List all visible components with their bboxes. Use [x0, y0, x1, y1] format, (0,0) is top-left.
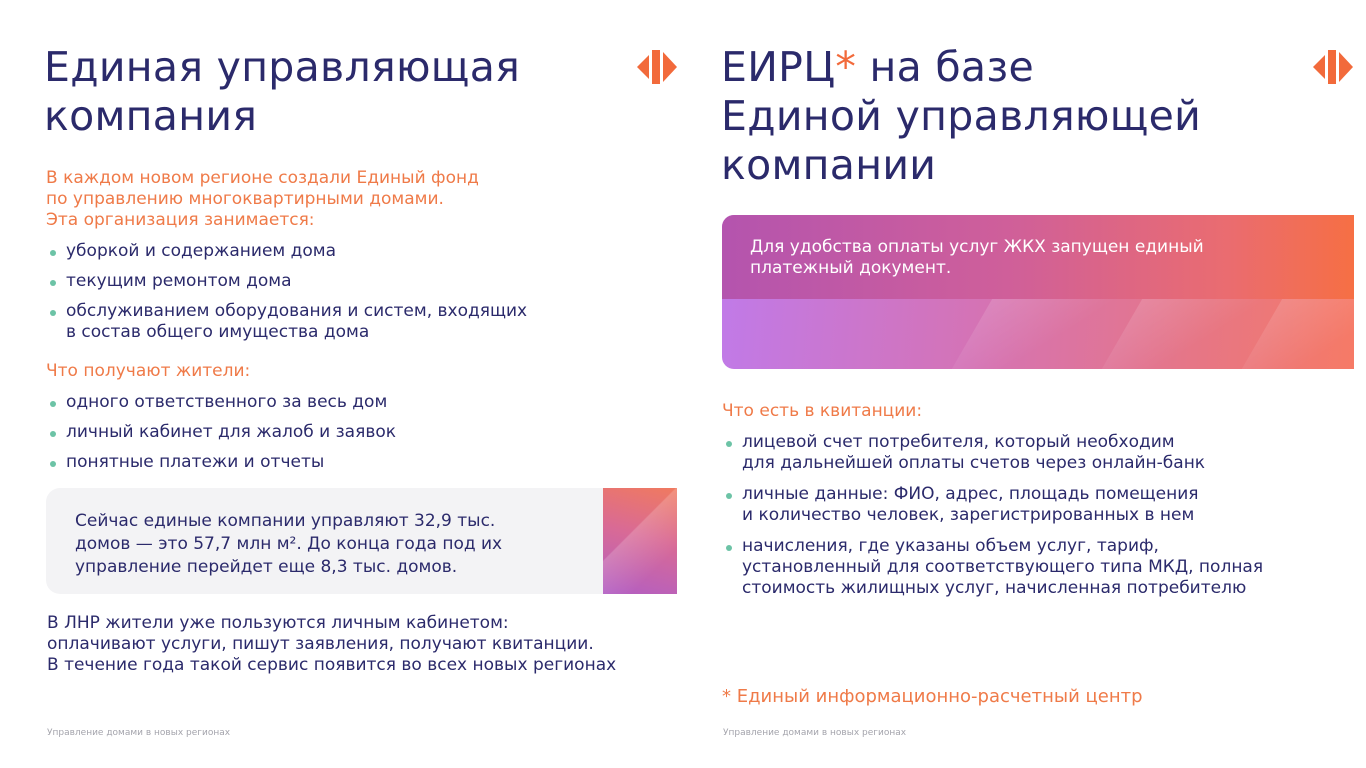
receipt-list	[723, 432, 1263, 599]
intro-line: Эта организация занимается:	[46, 210, 315, 230]
list-item	[723, 536, 1263, 599]
list-item-text: уборкой и содержанием дома	[66, 241, 337, 261]
stats-line: домов — это 57,7 млн м². До конца года под их	[75, 534, 503, 554]
footer-left: Управление домами в новых регионах	[47, 728, 231, 738]
page-title-right	[721, 43, 1201, 190]
stats-line: управление перейдет еще 8,3 тыс. домов.	[75, 557, 458, 577]
title-line: ЕИРЦ	[721, 43, 836, 91]
list-item-text: личные данные: ФИО, адрес, площадь помещения	[742, 484, 1199, 504]
footnote: * Единый информационно-расчетный центр	[722, 686, 1143, 707]
list-item	[723, 484, 1263, 526]
brand-logo-icon	[637, 47, 677, 87]
list-item-text: понятные платежи и отчеты	[66, 452, 325, 472]
list-item-text: в состав общего имущества дома	[66, 322, 370, 342]
intro-line: по управлению многоквартирными домами.	[46, 189, 444, 209]
intro-text	[46, 168, 479, 231]
list-item-text: личный кабинет для жалоб и заявок	[66, 422, 397, 442]
banner-line: Для удобства оплаты услуг ЖКХ запущен единый	[750, 237, 1204, 257]
lnr-line: оплачивают услуги, пишут заявления, получают квитанции.	[47, 634, 594, 654]
benefits-list	[47, 392, 396, 473]
list-item	[723, 432, 1263, 474]
list-item-text: лицевой счет потребителя, который необходим	[742, 432, 1175, 452]
list-item-text: стоимость жилищных услуг, начисленная потребителю	[742, 578, 1247, 598]
title-line: на базе	[856, 43, 1034, 91]
residents-heading: Что получают жители:	[46, 361, 251, 381]
banner-line: платежный документ.	[750, 258, 952, 278]
list-item	[47, 392, 396, 413]
title-line: Единой управляющей	[721, 92, 1202, 140]
list-item-text: одного ответственного за весь дом	[66, 392, 388, 412]
list-item	[47, 301, 527, 343]
list-item	[47, 271, 527, 292]
stats-line: Сейчас единые компании управляют 32,9 тыс.	[75, 511, 496, 531]
decorative-gradient-strip	[603, 488, 677, 594]
list-item-text: для дальнейшей оплаты счетов через онлайн-банк	[742, 453, 1206, 473]
payment-banner	[722, 215, 1354, 369]
lnr-line: В течение года такой сервис появится во всех новых регионах	[47, 655, 617, 675]
list-item	[47, 241, 527, 262]
list-item-text: текущим ремонтом дома	[66, 271, 292, 291]
title-line: Единая управляющая	[44, 43, 521, 91]
title-line: компания	[44, 92, 258, 140]
lnr-line: В ЛНР жители уже пользуются личным кабинетом:	[47, 613, 509, 633]
title-line: компании	[721, 141, 937, 189]
banner-decor-shape	[952, 299, 1132, 369]
banner-text	[750, 237, 1310, 279]
lnr-text	[47, 613, 616, 676]
intro-line: В каждом новом регионе создали Единый фонд	[46, 168, 479, 188]
receipt-heading: Что есть в квитанции:	[722, 401, 923, 421]
brand-logo-icon	[1313, 47, 1353, 87]
list-item	[47, 422, 396, 443]
duties-list	[47, 241, 527, 343]
list-item-text: обслуживанием оборудования и систем, входящих	[66, 301, 528, 321]
list-item	[47, 452, 396, 473]
list-item-text: начисления, где указаны объем услуг, тариф,	[742, 536, 1159, 556]
list-item-text: и количество человек, зарегистрированных в нем	[742, 505, 1195, 525]
stats-text	[75, 510, 565, 579]
page-title-left	[44, 43, 520, 141]
title-asterisk: *	[835, 43, 857, 91]
list-item-text: установленный для соответствующего типа МКД, полная	[742, 557, 1264, 577]
footer-right: Управление домами в новых регионах	[723, 728, 907, 738]
stats-info-box	[46, 488, 677, 594]
